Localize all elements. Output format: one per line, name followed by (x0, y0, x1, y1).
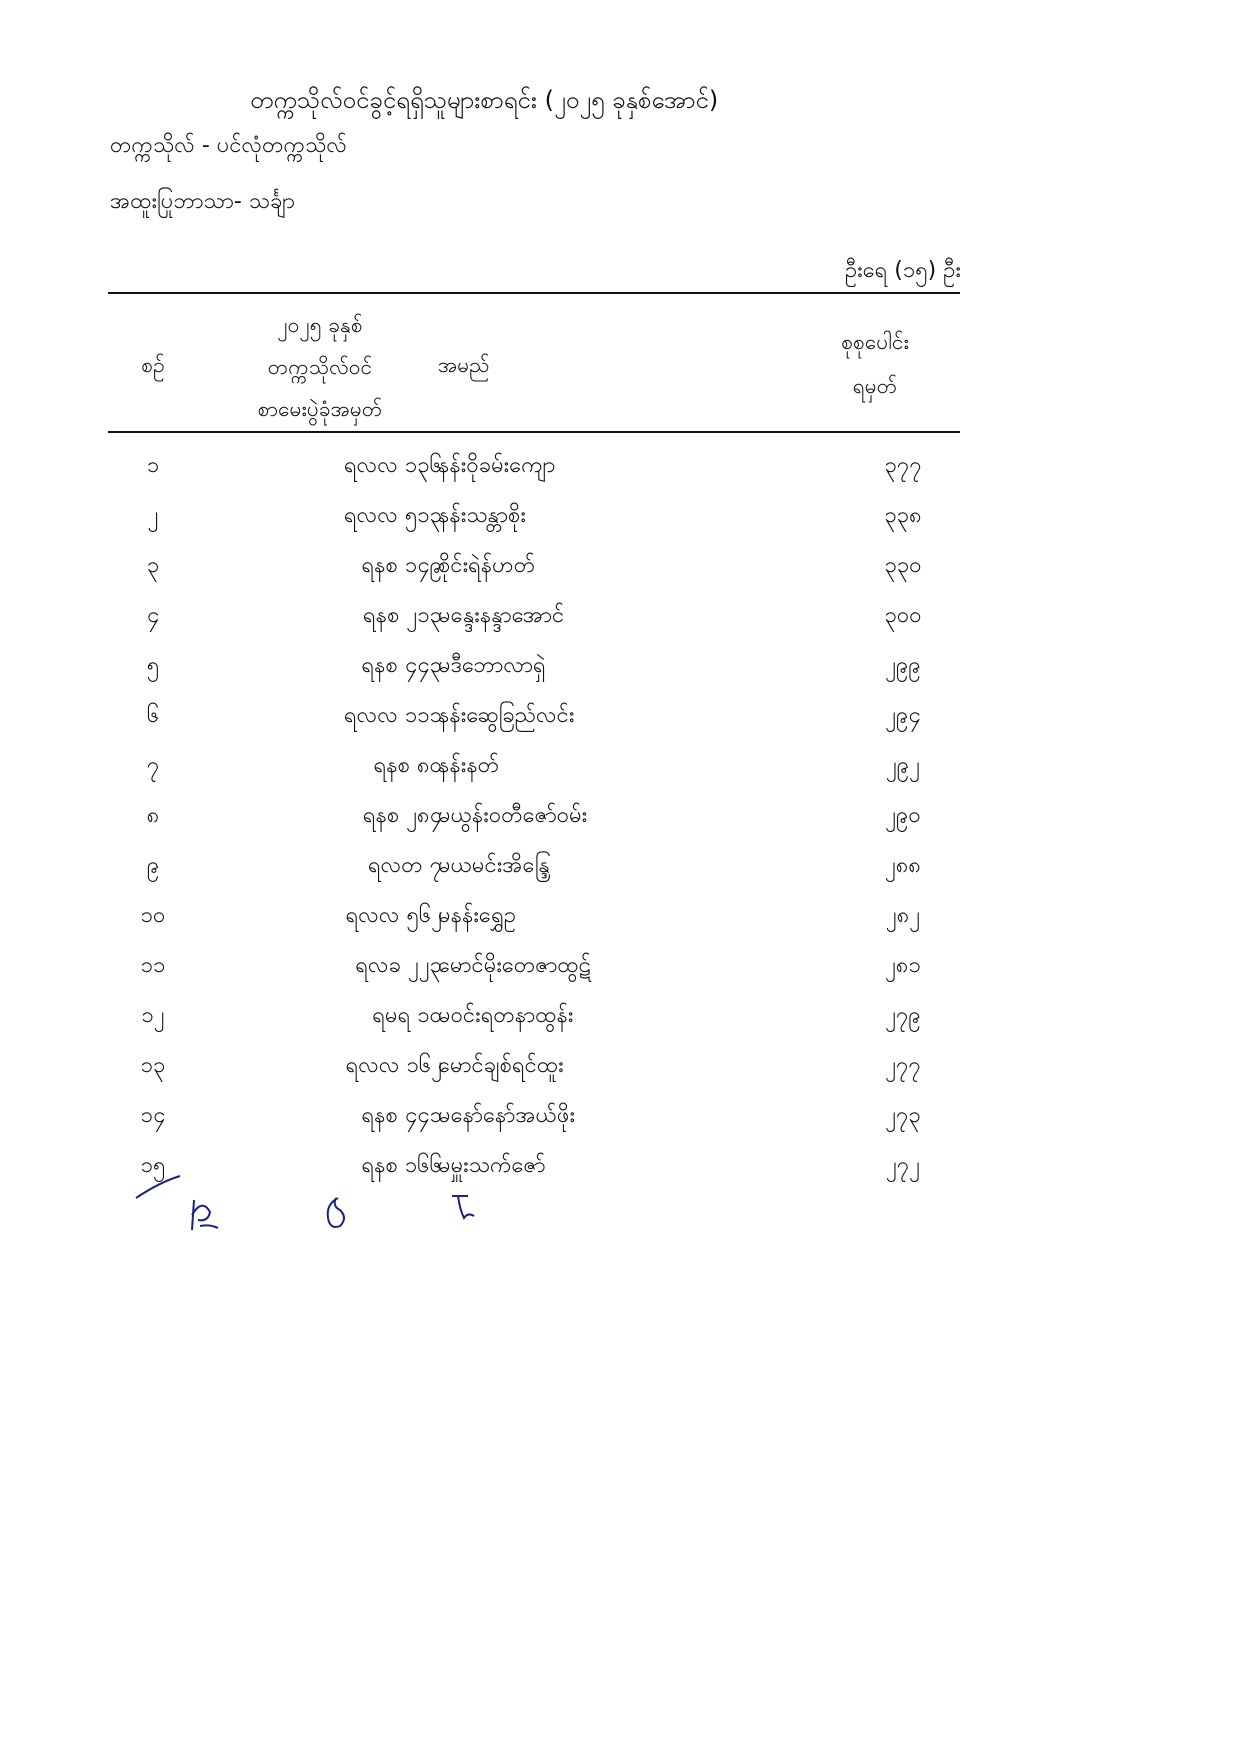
row-roll-number: ရနစ ၁၆၆ (361, 1153, 442, 1178)
row-name: စိုင်းရဲန်ဟတ် (438, 553, 536, 578)
row-roll-number: ရလတ ၇ (367, 853, 442, 878)
row-total-marks: ၂၇၂ (886, 1153, 920, 1178)
row-roll-number: ရနစ ၄၄၁ (361, 1103, 442, 1128)
row-roll-number: ရနစ ၂၁၃ (363, 603, 442, 628)
row-name: မနော်နော်အယ်ဖိုး (438, 1103, 576, 1128)
row-roll-number: ရနစ ၄၄၃ (361, 653, 442, 678)
row-serial: ၆ (146, 703, 160, 728)
row-roll-number: ရနစ ၂၈၄ (362, 803, 442, 828)
header-roll-line2: တက္ကသိုလ်ဝင် (267, 355, 373, 379)
row-total-marks: ၂၉၀ (885, 803, 921, 828)
row-name: နန်းဝိုခမ်းကျော (438, 453, 556, 478)
row-roll-number: ရလလ ၅၁၃ (343, 503, 442, 528)
row-roll-number: ရမရ ၁၀ (372, 1003, 442, 1028)
header-roll-number (230, 305, 410, 431)
table-header-rule (108, 431, 960, 433)
table-row (108, 840, 960, 890)
row-serial: ၁၀ (140, 903, 166, 928)
row-total-marks: ၂၈၂ (885, 903, 921, 928)
row-name: မယမင်းအိန္ဒြေ (438, 853, 550, 878)
row-roll-number: ရလလ ၁၁၁ (343, 703, 442, 728)
table-row (108, 740, 960, 790)
row-total-marks: ၃၇၇ (884, 453, 922, 478)
row-serial: ၁၄ (140, 1103, 166, 1128)
header-roll-line1: ၂၀၂၅ ခုနှစ် (277, 313, 363, 337)
row-name: မဒီဘောလာရှဲ (438, 653, 546, 678)
table-row (108, 890, 960, 940)
row-roll-number: ရနစ ၁၄၉ (361, 553, 442, 578)
row-total-marks: ၂၇၃ (885, 1103, 921, 1128)
row-serial: ၁၅ (140, 1153, 166, 1178)
table-body (108, 440, 960, 1190)
table-row (108, 690, 960, 740)
row-name: နန်းဆွေခြည်လင်း (438, 703, 575, 728)
header-marks-line1: စုစုပေါင်း (841, 330, 909, 354)
row-total-marks: ၂၈၈ (885, 853, 921, 878)
row-serial: ၁၃ (140, 1053, 166, 1078)
header-total-marks (810, 322, 940, 410)
header-roll-line3: စာမေးပွဲခုံအမှတ် (257, 397, 383, 421)
row-serial: ၈ (146, 803, 160, 828)
row-serial: ၂ (147, 503, 159, 528)
row-total-marks: ၂၈၁ (885, 953, 921, 978)
row-total-marks: ၃၃၈ (884, 503, 922, 528)
row-name: မမှူးသက်ဇော် (438, 1153, 546, 1178)
row-name: မောင်မိုးတေဇာထွဋ် (438, 953, 591, 978)
row-total-marks: ၂၇၉ (885, 1003, 921, 1028)
row-name: မောင်ချစ်ရင်ထူး (438, 1053, 564, 1078)
row-name: နန်းနတ် (438, 753, 500, 778)
table-row (108, 590, 960, 640)
student-count: ဦးရေ (၁၅) ဦး (844, 258, 961, 283)
row-serial: ၄ (146, 603, 160, 628)
table-row (108, 540, 960, 590)
table-row (108, 490, 960, 540)
table-row (108, 990, 960, 1040)
subject-label: အထူးပြုဘာသာ- သင်္ချာ (110, 189, 295, 214)
row-name: မနန်းရွှေဥ (438, 903, 517, 928)
table-row (108, 1040, 960, 1090)
row-name: မန္ဒေးနန္ဒာအောင် (438, 603, 565, 628)
row-roll-number: ရလခ ၂၂၃ (355, 953, 442, 978)
header-marks-line2: ရမှတ် (852, 374, 898, 398)
row-serial: ၇ (146, 753, 160, 778)
table-row (108, 790, 960, 840)
row-total-marks: ၂၇၇ (885, 1053, 921, 1078)
row-roll-number: ရလလ ၁၃၆ (343, 453, 442, 478)
row-serial: ၁၁ (140, 953, 166, 978)
row-roll-number: ရနစ ၈၀ (373, 753, 442, 778)
handwritten-signatures (130, 1170, 530, 1240)
row-total-marks: ၂၉၂ (886, 753, 920, 778)
university-label: တက္ကသိုလ် - ပင်လုံတက္ကသိုလ် (110, 133, 347, 158)
table-row (108, 440, 960, 490)
header-serial: စဉ် (141, 353, 165, 377)
row-serial: ၅ (146, 653, 160, 678)
row-total-marks: ၂၉၉ (885, 653, 921, 678)
row-total-marks: ၂၉၄ (885, 703, 921, 728)
row-serial: ၃ (146, 553, 160, 578)
document-title: တက္ကသိုလ်ဝင်ခွင့်ရရှိသူများစာရင်း (၂၀၂၅ ခုနှစ်အောင်) (250, 86, 719, 114)
row-name: မယွန်းဝတီဇော်ဝမ်း (438, 803, 588, 828)
table-row (108, 940, 960, 990)
row-serial: ၁ (146, 453, 160, 478)
row-name: မဝင်းရတနာထွန်း (438, 1003, 574, 1028)
row-roll-number: ရလလ ၅၆၂ (345, 903, 442, 928)
table-row (108, 640, 960, 690)
signatures (130, 1170, 530, 1240)
row-serial: ၁၂ (141, 1003, 165, 1028)
row-roll-number: ရလလ ၁၆၂ (345, 1053, 442, 1078)
header-name: အမည် (438, 353, 490, 377)
row-total-marks: ၃၀၀ (884, 603, 922, 628)
table-top-rule (108, 292, 960, 294)
row-total-marks: ၃၃၀ (884, 553, 922, 578)
row-serial: ၉ (146, 853, 160, 878)
table-row (108, 1090, 960, 1140)
row-name: နန်းသန္တာစိုး (438, 503, 526, 528)
